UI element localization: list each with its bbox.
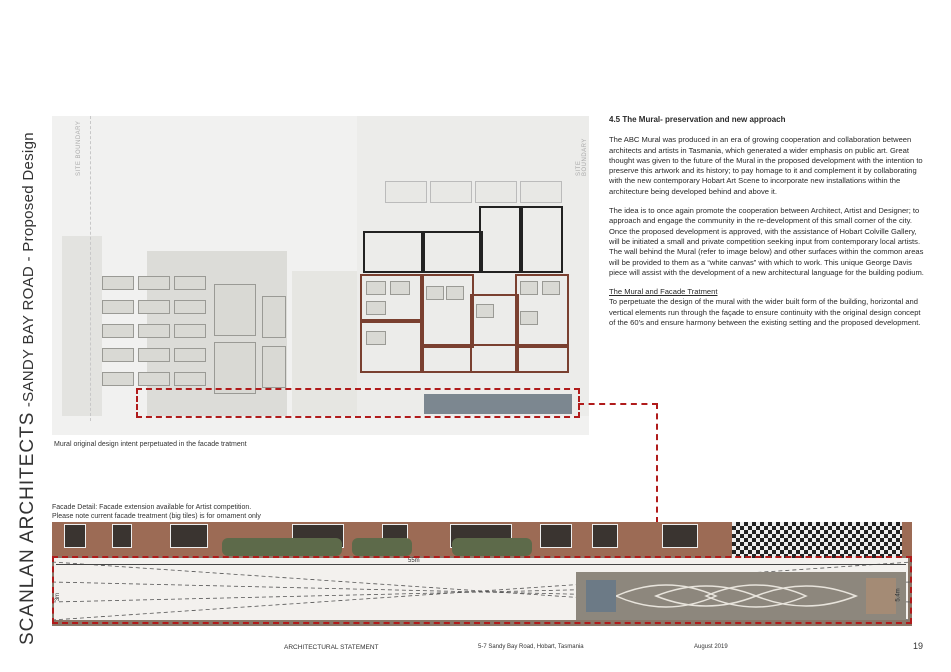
dimension-left: 3m xyxy=(55,592,62,602)
side-title xyxy=(17,132,39,645)
dimension-right: 5.4m xyxy=(895,588,902,602)
paragraph-2: The idea is to once again promote the cooperation between Architect, Artist and Designer; to approach and engage the community in the re-development of this small corner of the city. Once the proposed development is approved, with the assistance of Hobart Colville Gallery, will be initiated a small and private competition seeking input from contemporary local artists. The wall behind the Mural (refer to image below) and other surfaces within the common areas will be provided to them as a “white canvas” with which to work. This unique George Davis piece will assist with the development of a new architectural language for the building podium. xyxy=(609,206,924,277)
section-heading: 4.5 The Mural- preservation and new approach xyxy=(609,115,786,124)
connector-line xyxy=(578,403,658,405)
page-number: 19 xyxy=(913,641,924,651)
facade-highlight-box xyxy=(52,556,912,624)
facade-caption-line2: Please note current facade treatment (big tiles) is for ornament only xyxy=(52,513,261,520)
connector-line-vertical xyxy=(656,403,658,523)
site-boundary-label-right: SITE BOUNDARY xyxy=(576,138,588,176)
elevation-caption: Mural original design intent perpetuated in the facade tratment xyxy=(54,441,247,448)
text-column xyxy=(609,115,927,337)
subheading: The Mural and Facade Tratment xyxy=(609,287,718,297)
mural-highlight-box xyxy=(136,388,580,418)
facade-caption xyxy=(52,503,261,521)
dimension-width: 55m xyxy=(408,558,420,564)
project-name: -SANDY BAY ROAD - Proposed Design xyxy=(20,132,37,408)
firm-name: SCANLAN ARCHITECTS xyxy=(17,411,38,645)
site-boundary-label-left: SITE BOUNDARY xyxy=(76,120,82,176)
footer-left: ARCHITECTURAL STATEMENT xyxy=(284,644,379,651)
paragraph-1: The ABC Mural was produced in an era of growing cooperation and collaboration between architects and artists in Tasmania, which generated a wider emphasis on public art. Great thought was given to the future of the Mural in the proposed development with the intention to preserve this artwork and its history; to pay homage to it and complement it by collaborating with the new contemporary Hobart Art Scene to incorporate new installations within the architecture being developed behind and above it. xyxy=(609,135,923,196)
footer-center: 5-7 Sandy Bay Road, Hobart, Tasmania xyxy=(478,644,584,650)
facade-caption-line1: Facade Detail: Facade extension available for Artist competition. xyxy=(52,504,252,511)
footer-right: August 2019 xyxy=(694,644,728,650)
paragraph-3: To perpetuate the design of the mural with the wider built form of the building, horizontal and vertical elements run through the façade to ensure continuity with the original design concept of the 60’s and ensure harmony between the existing setting and the proposed development. xyxy=(609,297,921,328)
